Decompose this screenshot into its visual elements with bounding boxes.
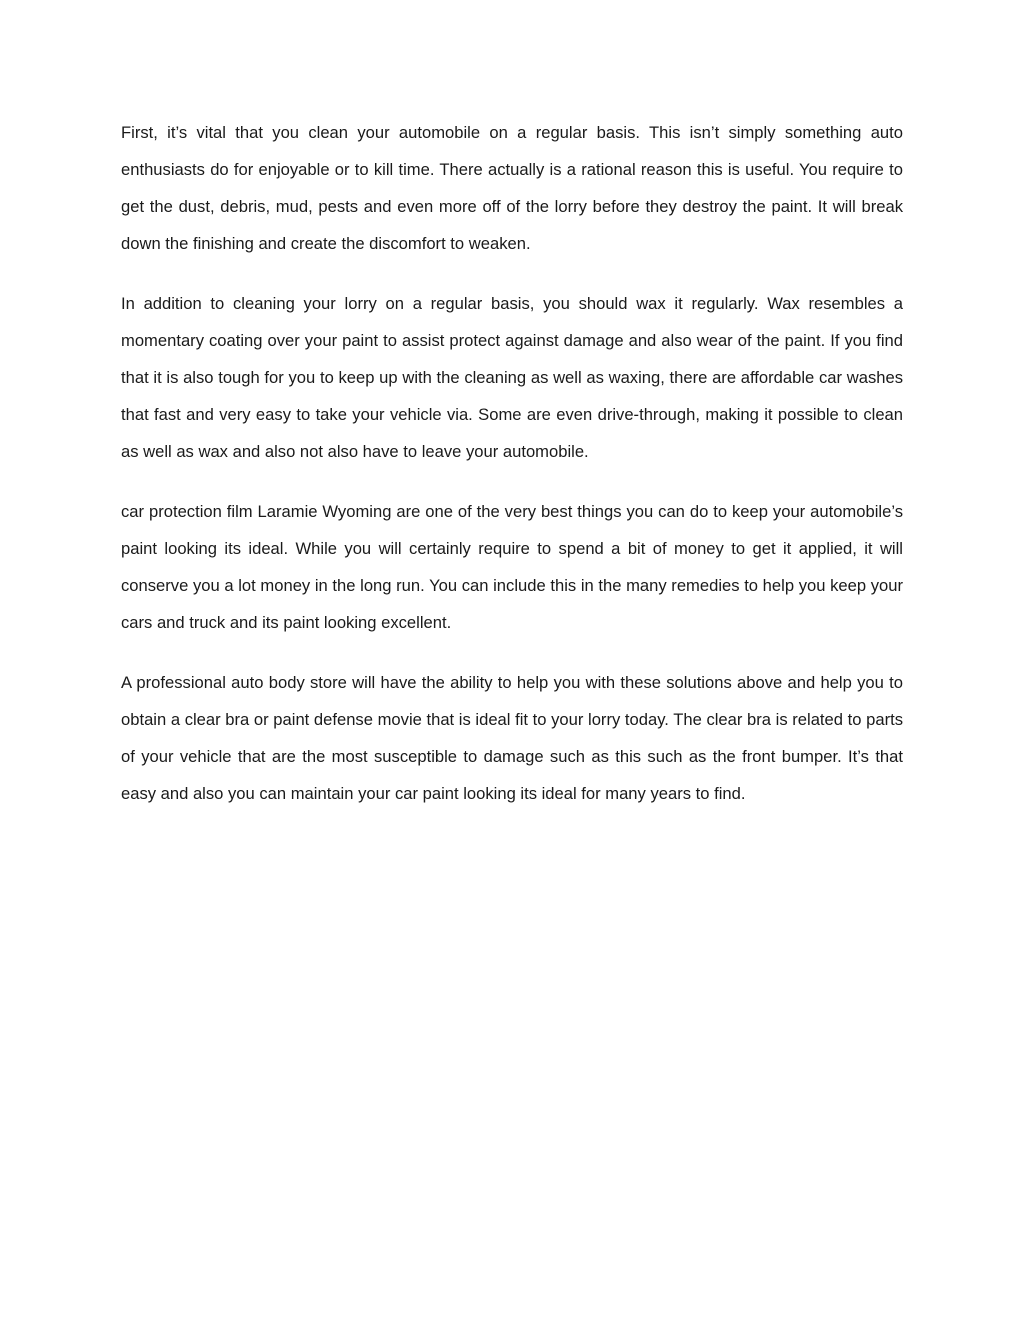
paragraph-3: car protection film Laramie Wyoming are one of the very best things you can do to keep your automobile’s paint looking its ideal. While you will certainly require to spend a bit of money to get it applied, it will conserve you a lot money in the long run. You can include this in the many remedies to help you keep your cars and truck and its paint looking excellent.: [121, 502, 903, 632]
paragraph-1: First, it’s vital that you clean your automobile on a regular basis. This isn’t simply something auto enthusiasts do for enjoyable or to kill time. There actually is a rational reason this is useful. You require to get the dust, debris, mud, pests and even more off of the lorry before they destroy the paint. It will break down the finishing and create the discomfort to weaken.: [121, 123, 903, 253]
paragraph-2: In addition to cleaning your lorry on a regular basis, you should wax it regularly. Wax resembles a momentary coating over your paint to assist protect against damage and also wear of the paint. If you find that it is also tough for you to keep up with the cleaning as well as waxing, there are affordable car washes that fast and very easy to take your vehicle via. Some are even drive-through, making it possible to clean as well as wax and also not also have to leave your automobile.: [121, 294, 903, 461]
paragraph-4: A professional auto body store will have the ability to help you with these solutions above and help you to obtain a clear bra or paint defense movie that is ideal fit to your lorry today. The clear bra is related to parts of your vehicle that are the most susceptible to damage such as this such as the front bumper. It’s that easy and also you can maintain your car paint looking its ideal for many years to find.: [121, 673, 903, 803]
document-body: [121, 114, 903, 835]
